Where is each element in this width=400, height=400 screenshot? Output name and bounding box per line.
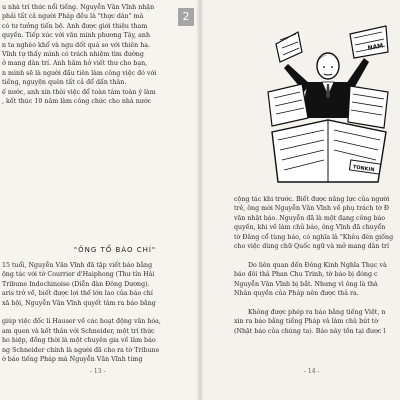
book-gutter — [196, 0, 204, 400]
body-text-line: cho việc dùng chữ Quốc ngữ và mở mang dân trí — [234, 243, 390, 250]
body-text-line: báo đôi thả Phan Chu Trinh, tờ báo bị đóng c — [234, 271, 378, 279]
body-text-line: am quen và kết thân với Schneider, một trí thức — [2, 327, 155, 335]
right-page-number: - 14 - — [304, 368, 320, 375]
illustration-label: TONKIN — [352, 164, 375, 174]
body-text-line: có tư tưởng tiến bộ. Anh được giới thiệu tham — [2, 22, 148, 30]
body-text-line: , kết thúc 10 năm làm công chức cho nhà nước — [2, 98, 152, 105]
body-text-line: Vĩnh tự thấy mình có trách nhiệm tìm đường — [2, 51, 144, 58]
body-text-line: giúp việc đốc lí Hauser về các hoạt động văn hóa, — [2, 318, 161, 326]
body-text-line: quyền. Tiếp xúc với văn minh phương Tây, anh — [2, 32, 151, 40]
body-text-line: quyền, khi về làm chủ báo, ông Vĩnh đã chuyển — [234, 224, 386, 232]
chapter-tab: 2 — [178, 8, 194, 26]
body-text-line: Tribune Indochinoise (Diễn đàn Đông Dương). — [2, 280, 150, 288]
body-text-line: n mình sẽ là người đầu tiên làm công việc đó với — [2, 69, 157, 77]
body-text-line: 15 tuổi, Nguyễn Văn Vĩnh đã tập viết báo bằng — [2, 262, 153, 269]
body-text-line: Nhân quyền của Pháp nên được thả ra. — [234, 290, 359, 297]
newspaper-reader-illustration — [258, 22, 398, 192]
body-text-line: u nhà trí thức nổi tiếng. Nguyễn Văn Vĩnh nhận — [2, 4, 155, 11]
body-text-line: ờ báo tiếng Pháp mà Nguyễn Văn Vĩnh từng — [2, 356, 143, 363]
body-text-line: văn nhật báo. Nguyễn đã là một đạng công báo — [234, 214, 386, 222]
body-text-line: xin ra báo bằng tiếng Pháp và làm chủ bút tờ — [234, 318, 379, 326]
body-text-line: tiếng, nguyện quên tất cả để dấn thân. — [2, 79, 127, 87]
body-text-line: ộng tác với tờ Courrier d'Haiphong (Thư tín Hải — [2, 271, 155, 279]
body-text-line: trẻ, ông mời Nguyễn Văn Vĩnh về phụ trách tờ Đ — [234, 205, 389, 213]
body-text-line: tờ Đăng cổ tùng báo, có nghĩa là "Khêu đèn giống — [234, 233, 394, 241]
body-text-line: Nguyễn Văn Vĩnh bị bắt. Nhưng vì ông là thà — [234, 280, 378, 288]
body-text-line: Do liên quan đến Đông Kinh Nghĩa Thục và — [248, 261, 387, 269]
body-text-line: aris trở về, biết được lợi thế lớn lao của báo chí — [2, 290, 153, 298]
body-text-line: ho hiệp, đồng thời là một chuyên gia về làm báo — [2, 337, 156, 345]
body-text-line: (Nhật báo của chúng ta). Báo này tồn tại được l — [234, 327, 386, 335]
right-page — [182, 0, 400, 400]
body-text-line: Không được phép ra báo bằng tiếng Việt, n — [248, 308, 386, 316]
body-text-line: cộng tác khi trước. Biết được năng lực của người — [234, 196, 390, 203]
body-text-line: n ta nghèo khổ và ngu dốt quá so với thiên hạ. — [2, 41, 151, 49]
body-text-line: ở mang dân trí. Anh hăm hở viết thư cho bạn, — [2, 60, 148, 68]
body-text-line: xã hội, Nguyễn Văn Vĩnh quyết tâm ra báo bằng — [2, 299, 156, 307]
left-page-number: - 13 - — [90, 368, 106, 375]
illustration-label: NAM — [367, 42, 384, 52]
body-text-line: ế nước, anh xin thôi việc để toàn tâm toàn ý làm — [2, 88, 156, 96]
body-text-line: ng Schneider chính là người đã cho ra tờ Tribune — [2, 346, 160, 354]
section-heading: "ÔNG TỔ BÁO CHÍ" — [73, 246, 157, 254]
body-text-line: phải tất cả người Pháp đều là "thực dân" mà — [2, 13, 144, 21]
